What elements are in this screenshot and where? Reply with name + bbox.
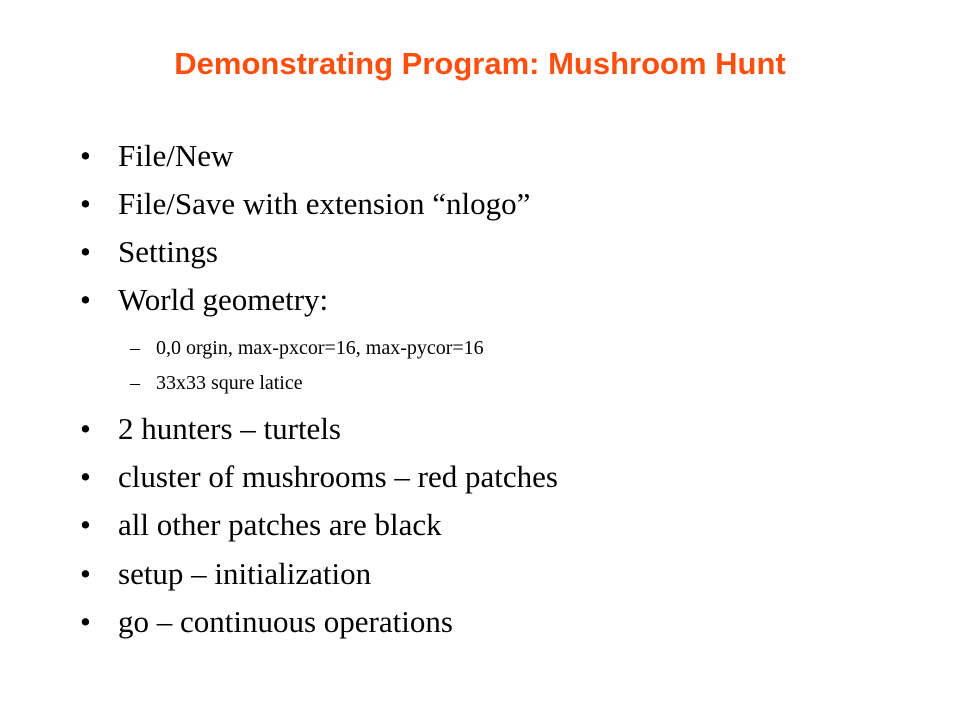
- bullet-text: go – continuous operations: [118, 604, 453, 639]
- bullet-text: cluster of mushrooms – red patches: [118, 459, 558, 494]
- bullet-text: File/Save with extension “nlogo”: [118, 186, 531, 221]
- bullet-icon: •: [80, 604, 91, 639]
- dash-icon: –: [130, 337, 140, 359]
- bullet-icon: •: [80, 138, 91, 173]
- bullet-text: setup – initialization: [118, 556, 372, 591]
- bullet-icon: •: [80, 411, 91, 446]
- bullet-icon: •: [80, 234, 91, 269]
- bullet-icon: •: [80, 556, 91, 591]
- dash-icon: –: [130, 372, 140, 394]
- bullet-icon: •: [80, 459, 91, 494]
- bullet-text: World geometry:: [118, 282, 329, 317]
- bullet-icon: •: [80, 507, 91, 542]
- bullet-text: all other patches are black: [118, 507, 442, 542]
- bullet-text: 2 hunters – turtels: [118, 411, 341, 446]
- sub-bullet-text: 0,0 orgin, max-pxcor=16, max-pycor=16: [156, 337, 484, 359]
- slide-title: Demonstrating Program: Mushroom Hunt: [174, 46, 786, 81]
- bullet-icon: •: [80, 282, 91, 317]
- bullet-text: File/New: [118, 138, 234, 173]
- sub-bullet-text: 33x33 squre latice: [156, 372, 303, 394]
- bullet-icon: •: [80, 186, 91, 221]
- bullet-text: Settings: [118, 234, 218, 269]
